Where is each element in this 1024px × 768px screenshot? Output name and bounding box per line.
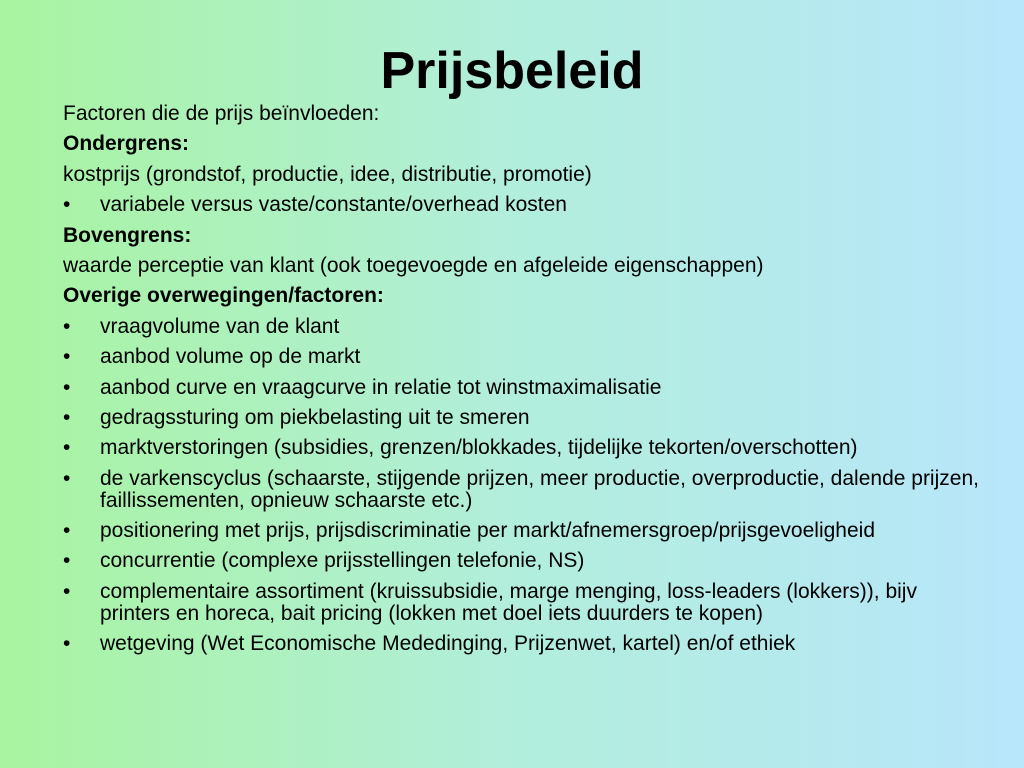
slide-body <box>63 103 983 664</box>
bullet-icon: • <box>63 314 71 338</box>
body-line: waarde perceptie van klant (ook toegevoegde en afgeleide eigenschappen) <box>63 253 764 277</box>
bullet-text: de varkenscyclus (schaarste, stijgende prijzen, meer productie, overproductie, dalende prijzen, faillissementen, opnieuw schaarste etc.) <box>100 466 979 512</box>
bullet-text: complementaire assortiment (kruissubsidie, marge menging, loss-leaders (lokkers)), bijv printers en horeca, bait pricing (lokken met doel iets duurders te kopen) <box>100 579 917 625</box>
bullet-text: concurrentie (complexe prijsstellingen telefonie, NS) <box>100 549 585 573</box>
bullet-item <box>63 377 983 399</box>
bullet-item <box>63 550 983 572</box>
bullet-icon: • <box>63 375 71 399</box>
bullet-icon: • <box>63 549 71 573</box>
bullet-icon: • <box>63 579 71 603</box>
bullet-text: aanbod volume op de markt <box>100 345 361 369</box>
bullet-item <box>63 633 983 655</box>
bullet-item <box>63 468 983 512</box>
bullet-item <box>63 520 983 542</box>
bullet-icon: • <box>63 632 71 656</box>
slide-title: Prijsbeleid <box>380 42 644 100</box>
bullet-item <box>63 346 983 368</box>
bullet-item <box>63 194 983 216</box>
bullet-icon: • <box>63 466 71 490</box>
bullet-text: wetgeving (Wet Economische Mededinging, Prijzenwet, kartel) en/of ethiek <box>100 632 796 656</box>
bullet-text: positionering met prijs, prijsdiscriminatie per markt/afnemersgroep/prijsgevoeligheid <box>100 519 876 543</box>
bullet-icon: • <box>63 345 71 369</box>
bullet-text: aanbod curve en vraagcurve in relatie tot winstmaximalisatie <box>100 375 662 399</box>
bullet-text: variabele versus vaste/constante/overhead kosten <box>100 193 567 217</box>
bullet-item <box>63 316 983 338</box>
bullet-item <box>63 581 983 625</box>
bullet-icon: • <box>63 193 71 217</box>
bullet-item <box>63 437 983 459</box>
bullet-item <box>63 407 983 429</box>
bullet-text: gedragssturing om piekbelasting uit te smeren <box>100 405 530 429</box>
heading-ondergrens: Ondergrens: <box>63 132 190 156</box>
bullet-text: vraagvolume van de klant <box>100 314 340 338</box>
bullet-icon: • <box>63 436 71 460</box>
bullet-text: marktverstoringen (subsidies, grenzen/blokkades, tijdelijke tekorten/overschotten) <box>100 436 858 460</box>
bullet-icon: • <box>63 405 71 429</box>
heading-overige: Overige overwegingen/factoren: <box>63 284 384 308</box>
heading-bovengrens: Bovengrens: <box>63 223 192 247</box>
intro-line: Factoren die de prijs beïnvloeden: <box>63 102 380 125</box>
body-line: kostprijs (grondstof, productie, idee, distributie, promotie) <box>63 162 592 186</box>
bullet-icon: • <box>63 519 71 543</box>
